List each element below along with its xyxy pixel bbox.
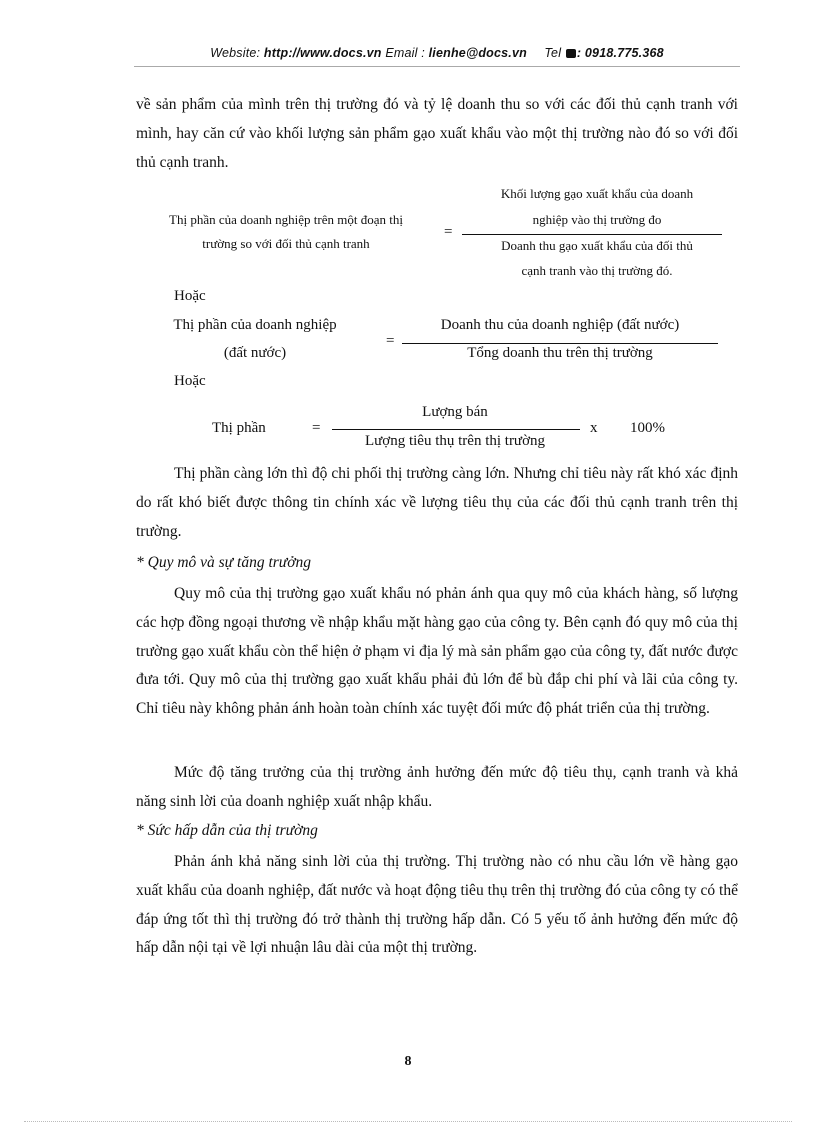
or-label-2: Hoặc xyxy=(174,373,206,389)
header-rule xyxy=(134,66,740,67)
formula2-fraction-line xyxy=(402,343,718,344)
formula3-equals: = xyxy=(312,420,321,436)
paragraph-2: Thị phần càng lớn thì độ chi phối thị trường càng lớn. Nhưng chỉ tiêu này rất khó xác định do rất khó biết được thông tin chính xác về lượng tiêu thụ của các đối thủ cạnh tranh trên thị trường. xyxy=(136,465,738,540)
formula3-left: Thị phần xyxy=(212,420,266,436)
formula3-numerator: Lượng bán xyxy=(422,404,488,420)
formula1-denominator-line1: Doanh thu gạo xuất khẩu của đối thủ xyxy=(501,238,693,253)
formula2-left-line1: Thị phần của doanh nghiệp xyxy=(173,317,337,333)
paragraph-5: Phản ánh khả năng sinh lời của thị trường. Thị trường nào có nhu cầu lớn về hàng gạo xuất khẩu của doanh nghiệp, đất nước và hoạt động tiêu thụ trên thị trường đó của công ty có thể đáp ứng tốt thì thị trường đó trở thành thị trường hấp dẫn. Có 5 yếu tố ảnh hưởng đến mức độ hấp dẫn nội tại về lợi nhuận lâu dài của một thị trường. xyxy=(136,853,738,957)
page-header xyxy=(134,46,740,60)
phone-icon xyxy=(566,49,576,58)
paragraph-3: Quy mô của thị trường gạo xuất khẩu nó phản ánh qua quy mô của khách hàng, số lượng các hợp đồng ngoại thương về nhập khẩu mặt hàng gạo của công ty. Bên cạnh đó quy mô của thị trường gạo xuất khẩu còn thể hiện ở phạm vi địa lý mà sản phẩm gạo của công ty, đất nước được đưa tới. Quy mô của thị trường gạo xuất khẩu phải đủ lớn để bù đắp chi phí và lãi của công ty. Chỉ tiêu này không phản ánh hoàn toàn chính xác tuyệt đối mức độ phát triển của thị trường. xyxy=(136,585,738,718)
formula3-fraction-line xyxy=(332,429,580,430)
bottom-rule xyxy=(24,1121,792,1122)
formula1-numerator-line1: Khối lượng gạo xuất khẩu của doanh xyxy=(500,186,694,201)
page-number: 8 xyxy=(404,1054,412,1069)
section-heading-1: * Quy mô và sự tăng trưởng xyxy=(136,554,312,571)
paragraph-4: Mức độ tăng trưởng của thị trường ảnh hưởng đến mức độ tiêu thụ, cạnh tranh và khả năng sinh lời của doanh nghiệp xuất nhập khẩu. xyxy=(136,764,738,810)
formula1-left-line1: Thị phần của doanh nghiệp trên một đoạn thị xyxy=(169,212,403,227)
paragraph-1: về sản phẩm của mình trên thị trường đó và tỷ lệ doanh thu so với các đối thủ cạnh tranh với mình, hay căn cứ vào khối lượng sản phẩm gạo xuất khẩu vào một thị trường nào đó so với đối thủ cạnh tranh. xyxy=(136,96,738,171)
email-value[interactable]: lienhe@docs.vn xyxy=(428,46,527,60)
formula3-denominator: Lượng tiêu thụ trên thị trường xyxy=(364,433,545,449)
section-heading-2: * Sức hấp dẫn của thị trường xyxy=(136,822,318,839)
formula3-percent: 100% xyxy=(630,420,665,436)
or-label-1: Hoặc xyxy=(174,288,206,304)
formula1-left-line2: trường so với đối thủ cạnh tranh xyxy=(202,236,370,251)
website-label: Website: xyxy=(210,46,261,60)
formula2-denominator: Tổng doanh thu trên thị trường xyxy=(467,345,653,361)
formula1-denominator-line2: cạnh tranh vào thị trường đó. xyxy=(521,263,673,278)
formula2-numerator: Doanh thu của doanh nghiệp (đất nước) xyxy=(440,317,680,333)
formula3-times: x xyxy=(590,420,598,436)
formula2-left-line2: (đất nước) xyxy=(223,345,287,361)
email-label: Email : xyxy=(385,46,425,60)
formula1-numerator-line2: nghiệp vào thị trường đo xyxy=(532,212,662,227)
website-url[interactable]: http://www.docs.vn xyxy=(263,46,382,60)
formula2-equals: = xyxy=(386,333,395,349)
formula1-equals: = xyxy=(444,224,453,240)
tel-label: Tel xyxy=(544,46,562,60)
tel-value: : 0918.775.368 xyxy=(576,46,664,60)
